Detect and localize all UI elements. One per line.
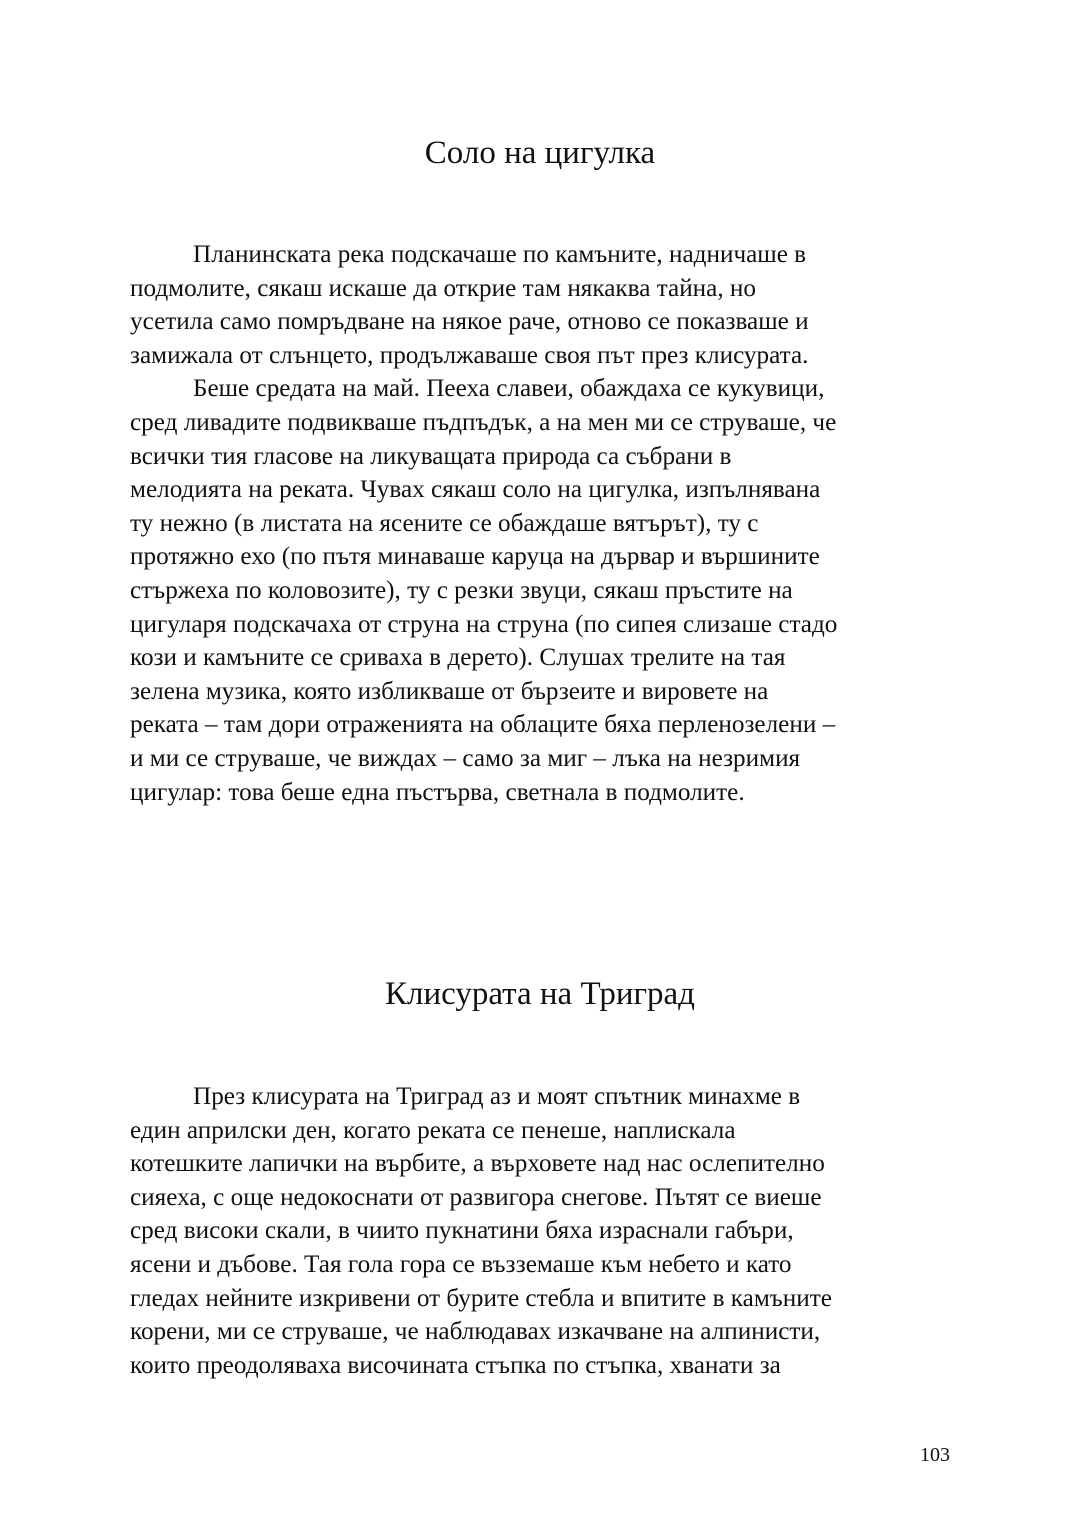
text-line: всички тия гласове на ликуващата природа са събрани в <box>130 442 732 470</box>
text-line: сияеха, с още недокоснати от развигора снегове. Пътят се виеше <box>130 1183 822 1211</box>
text-line: ту нежно (в листата на ясените се обаждаше вятърът), ту с <box>130 509 759 537</box>
section-title-trigrad: Клисурата на Триград <box>385 976 695 1012</box>
text-line: цигуларя подскачаха от струна на струна (по сипея слизаше стадо <box>130 610 838 638</box>
text-line: един априлски ден, когато реката се пенеше, наплискала <box>130 1116 736 1144</box>
text-line: гледах нейните изкривени от бурите стебла и впитите в камъните <box>130 1284 832 1312</box>
section-body-solo <box>130 238 960 809</box>
text-line: цигулар: това беше една пъстърва, светнала в подмолите. <box>130 778 745 806</box>
text-line: мелодията на реката. Чувах сякаш соло на цигулка, изпълнявана <box>130 476 821 504</box>
text-line: и ми се струваше, че виждах – само за миг – лъка на незримия <box>130 744 801 772</box>
text-line: подмолите, сякаш искаше да открие там някаква тайна, но <box>130 274 756 302</box>
text-line: През клисурата на Триград аз и моят спътник минахме в <box>193 1083 801 1110</box>
section-title-solo: Соло на цигулка <box>424 135 656 171</box>
text-line: сред ливадите подвикваше пъдпъдък, а на мен ми се струваше, че <box>130 408 837 436</box>
text-line: корени, ми се струваше, че наблюдавах изкачване на алпинисти, <box>130 1318 821 1346</box>
page-number: 103 <box>920 1444 950 1466</box>
text-line: стържеха по коловозите), ту с резки звуци, сякаш пръстите на <box>130 576 793 604</box>
text-line: реката – там дори отраженията на облаците бяха перленозелени – <box>130 711 836 739</box>
section-body-trigrad <box>130 1080 960 1382</box>
text-line: усетила само помръдване на някое раче, отново се показваше и <box>130 308 809 336</box>
text-line: Беше средата на май. Пееха славеи, обаждаха се кукувици, <box>193 375 825 403</box>
text-line: протяжно ехо (по пътя минаваше каруца на дървар и вършините <box>130 543 820 571</box>
text-line: които преодоляваха височината стъпка по стъпка, хванати за <box>130 1351 781 1379</box>
text-line: котешките лапички на върбите, а върховете над нас ослепително <box>130 1150 825 1178</box>
text-line: ясени и дъбове. Тая гола гора се възземаше към небето и като <box>130 1250 792 1278</box>
text-line: кози и камъните се сриваха в дерето). Слушах трелите на тая <box>130 644 786 672</box>
text-line: зелена музика, която избликваше от бързеите и вировете на <box>130 677 769 705</box>
text-line: Планинската река подскачаше по камъните, надничаше в <box>193 241 807 268</box>
text-line: сред високи скали, в чиито пукнатини бяха израснали габъри, <box>130 1217 794 1245</box>
text-line: замижала от слънцето, продължаваше своя път през клисурата. <box>130 341 809 369</box>
